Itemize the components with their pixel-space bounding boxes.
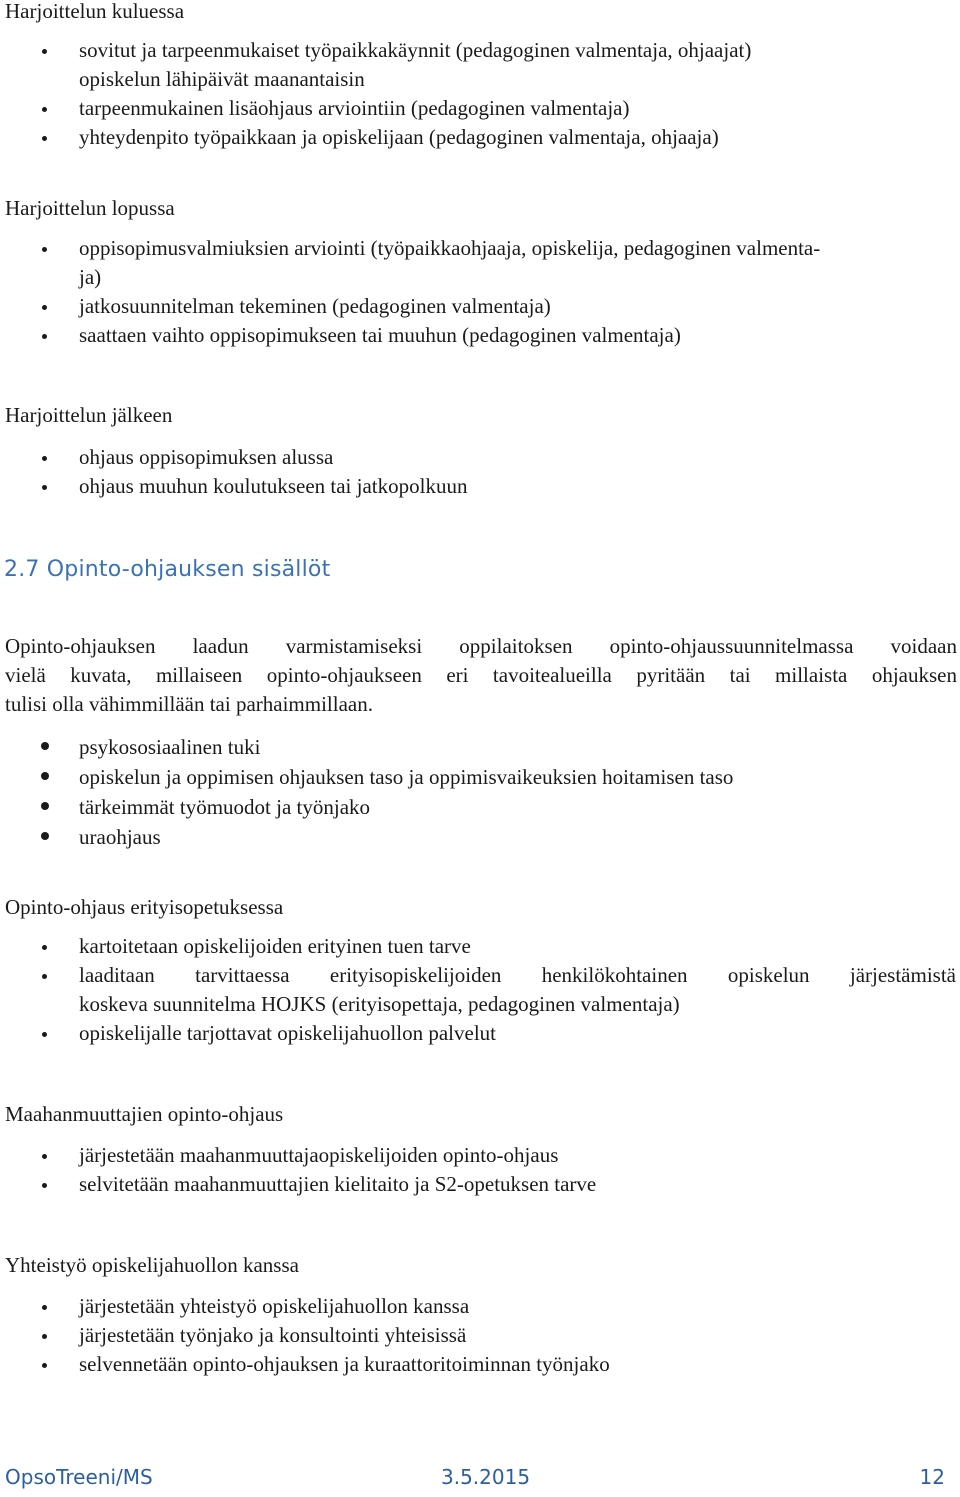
- list-after-training: [0, 443, 960, 501]
- list-end-of-training: [0, 234, 960, 350]
- list-item: opiskelijalle tarjottavat opiskelijahuollon palvelut: [79, 1021, 496, 1045]
- paragraph-line: vielä kuvata, millaiseen opinto-ohjaukseen eri tavoitealueilla pyritään tai millaista ohjauksen: [5, 663, 957, 687]
- page-footer: [5, 1465, 945, 1493]
- list-item: tarpeenmukainen lisäohjaus arviointiin (pedagoginen valmentaja): [79, 96, 630, 120]
- list-item: koskeva suunnitelma HOJKS (erityisopettaja, pedagoginen valmentaja): [79, 992, 680, 1016]
- heading-after-training: Harjoittelun jälkeen: [5, 403, 173, 427]
- heading-student-welfare: Yhteistyö opiskelijahuollon kanssa: [5, 1253, 299, 1277]
- list-item: opiskelun lähipäivät maanantaisin: [79, 67, 365, 91]
- section-title: 2.7 Opinto-ohjauksen sisällöt: [4, 557, 331, 582]
- list-item: sovitut ja tarpeenmukaiset työpaikkakäynnit (pedagoginen valmentaja, ohjaajat): [79, 38, 752, 62]
- list-item: ja): [79, 265, 102, 289]
- list-item: selvitetään maahanmuuttajien kielitaito ja S2-opetuksen tarve: [79, 1172, 597, 1196]
- heading-during-training: Harjoittelun kuluessa: [5, 0, 185, 23]
- list-item: laaditaan tarvittaessa erityisopiskelijoiden henkilökohtainen opiskelun järjestämistä: [79, 963, 956, 987]
- page-number: 12: [919, 1465, 945, 1489]
- footer-date: 3.5.2015: [441, 1465, 531, 1489]
- list-item: tärkeimmät työmuodot ja työnjako: [79, 795, 371, 819]
- intro-paragraph: [5, 632, 957, 719]
- list-item: psykososiaalinen tuki: [79, 735, 261, 759]
- list-item: yhteydenpito työpaikkaan ja opiskelijaan (pedagoginen valmentaja, ohjaaja): [79, 125, 719, 149]
- paragraph-line: Opinto-ohjauksen laadun varmistamiseksi oppilaitoksen opinto-ohjaussuunnitelmassa voidaan: [5, 634, 957, 658]
- list-item: uraohjaus: [79, 825, 161, 849]
- footer-author: OpsoTreeni/MS: [5, 1465, 153, 1489]
- list-item: järjestetään työnjako ja konsultointi yhteisissä: [79, 1323, 467, 1347]
- list-item: ohjaus oppisopimuksen alussa: [79, 445, 334, 469]
- heading-end-of-training: Harjoittelun lopussa: [5, 196, 175, 220]
- paragraph-line: tulisi olla vähimmillään tai parhaimmillaan.: [5, 692, 373, 716]
- list-during-training: [0, 36, 960, 152]
- list-item: oppisopimusvalmiuksien arviointi (työpaikkaohjaaja, opiskelija, pedagoginen valmenta-: [79, 236, 821, 260]
- heading-special-education: Opinto-ohjaus erityisopetuksessa: [5, 895, 284, 919]
- list-special-education: [0, 932, 960, 1048]
- list-item: jatkosuunnitelman tekeminen (pedagoginen valmentaja): [79, 294, 551, 318]
- list-item: selvennetään opinto-ohjauksen ja kuraattoritoiminnan työnjako: [79, 1352, 610, 1376]
- list-item: saattaen vaihto oppisopimukseen tai muuhun (pedagoginen valmentaja): [79, 323, 681, 347]
- list-student-welfare: [0, 1292, 960, 1379]
- list-item: järjestetään maahanmuuttajaopiskelijoiden opinto-ohjaus: [79, 1143, 559, 1167]
- list-item: ohjaus muuhun koulutukseen tai jatkopolkuun: [79, 474, 468, 498]
- list-content-areas: [0, 732, 960, 852]
- list-item: järjestetään yhteistyö opiskelijahuollon kanssa: [79, 1294, 470, 1318]
- list-item: opiskelun ja oppimisen ohjauksen taso ja oppimisvaikeuksien hoitamisen taso: [79, 765, 734, 789]
- list-item: kartoitetaan opiskelijoiden erityinen tuen tarve: [79, 934, 471, 958]
- list-immigrant-guidance: [0, 1141, 960, 1199]
- heading-immigrant-guidance: Maahanmuuttajien opinto-ohjaus: [5, 1102, 284, 1126]
